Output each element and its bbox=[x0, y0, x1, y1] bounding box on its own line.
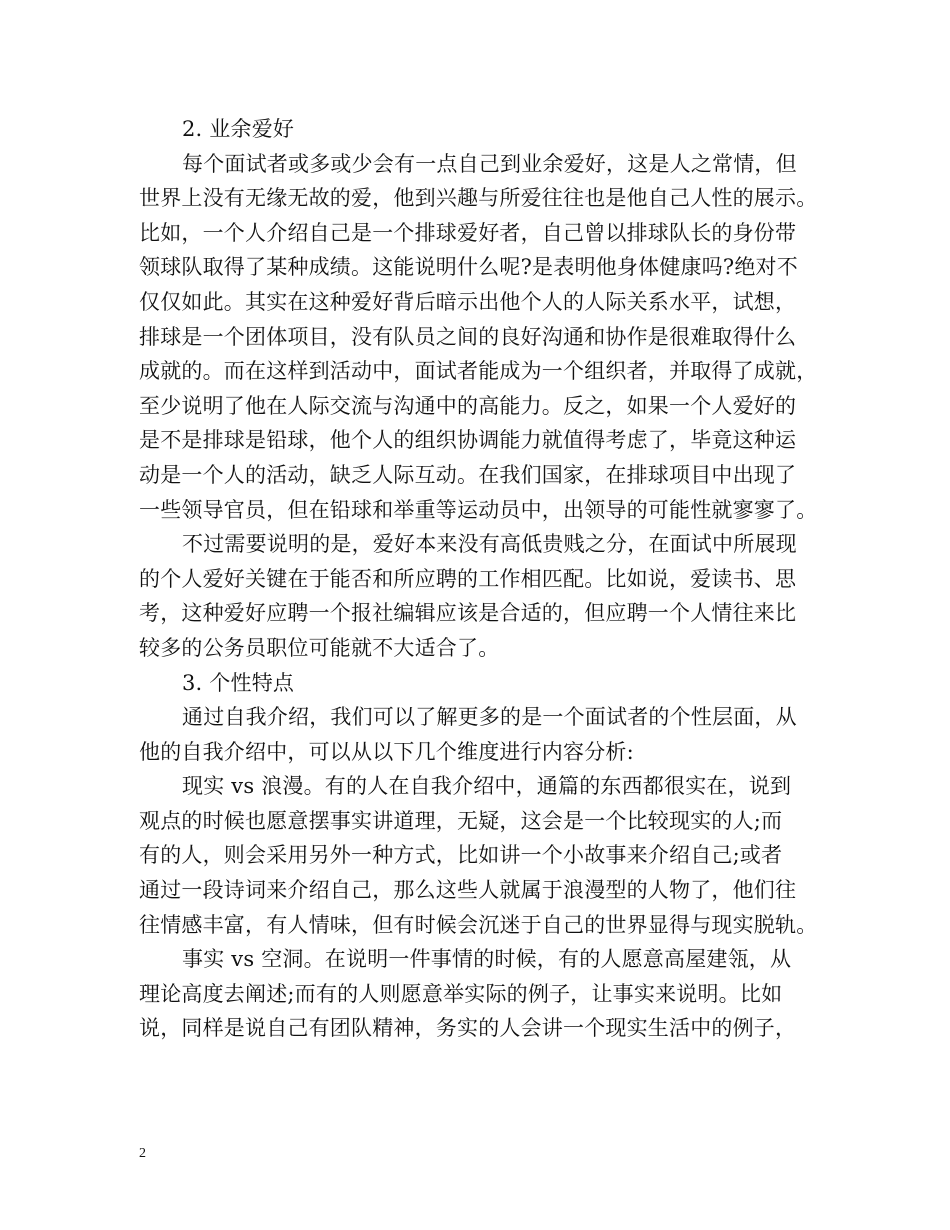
page-number: 2 bbox=[139, 1146, 146, 1161]
text-line: 观点的时候也愿意摆事实讲道理，无疑，这会是一个比较现实的人;而 bbox=[139, 808, 783, 833]
text-line: 说，同样是说自己有团队精神，务实的人会讲一个现实生活中的例子， bbox=[139, 1016, 797, 1041]
text-line: 通过一段诗词来介绍自己，那么这些人就属于浪漫型的人物了，他们往 bbox=[139, 878, 797, 903]
text-line: 考，这种爱好应聘一个报社编辑应该是合适的，但应聘一个人情往来比 bbox=[139, 601, 797, 626]
text-line: 世界上没有无缘无故的爱，他到兴趣与所爱往往也是他自己人性的展示。 bbox=[139, 186, 818, 211]
text-line: 现实 vs 浪漫。有的人在自我介绍中，通篇的东西都很实在，说到 bbox=[182, 774, 792, 799]
text-line: 每个面试者或多或少会有一点自己到业余爱好，这是人之常情，但 bbox=[182, 151, 797, 176]
text-line: 2. 业余爱好 bbox=[182, 117, 295, 141]
text-line: 事实 vs 空洞。在说明一件事情的时候，有的人愿意高屋建瓴，从 bbox=[182, 947, 792, 972]
text-line: 是不是排球是铅球，他个人的组织协调能力就值得考虑了，毕竟这种运 bbox=[139, 428, 797, 453]
text-line: 有的人，则会采用另外一种方式，比如讲一个小故事来介绍自己;或者 bbox=[139, 843, 783, 868]
text-line: 成就的。而在这样到活动中，面试者能成为一个组织者，并取得了成就， bbox=[139, 359, 818, 384]
text-line: 动是一个人的活动，缺乏人际互动。在我们国家，在排球项目中出现了 bbox=[139, 462, 797, 487]
text-line: 的个人爱好关键在于能否和所应聘的工作相匹配。比如说，爱读书、思 bbox=[139, 566, 797, 591]
text-line: 不过需要说明的是，爱好本来没有高低贵贱之分，在面试中所展现 bbox=[182, 532, 797, 557]
text-line: 领球队取得了某种成绩。这能说明什么呢?是表明他身体健康吗?绝对不 bbox=[139, 255, 798, 280]
text-line: 往情感丰富，有人情味，但有时候会沉迷于自己的世界显得与现实脱轨。 bbox=[139, 912, 818, 937]
text-line: 仅仅如此。其实在这种爱好背后暗示出他个人的人际关系水平，试想， bbox=[139, 289, 797, 314]
document-body bbox=[139, 112, 819, 1046]
text-line: 排球是一个团体项目，没有队员之间的良好沟通和协作是很难取得什么 bbox=[139, 324, 797, 349]
text-line: 3. 个性特点 bbox=[182, 670, 295, 695]
text-line: 他的自我介绍中，可以从以下几个维度进行内容分析: bbox=[139, 739, 634, 764]
text-line: 一些领导官员，但在铅球和举重等运动员中，出领导的可能性就寥寥了。 bbox=[139, 497, 818, 522]
text-line: 较多的公务员职位可能就不大适合了。 bbox=[139, 635, 500, 660]
text-line: 通过自我介绍，我们可以了解更多的是一个面试者的个性层面，从 bbox=[182, 705, 797, 730]
text-line: 至少说明了他在人际交流与沟通中的高能力。反之，如果一个人爱好的 bbox=[139, 393, 797, 418]
text-line: 比如，一个人介绍自己是一个排球爱好者，自己曾以排球队长的身份带 bbox=[139, 220, 797, 245]
text-line: 理论高度去阐述;而有的人则愿意举实际的例子，让事实来说明。比如 bbox=[139, 981, 783, 1006]
